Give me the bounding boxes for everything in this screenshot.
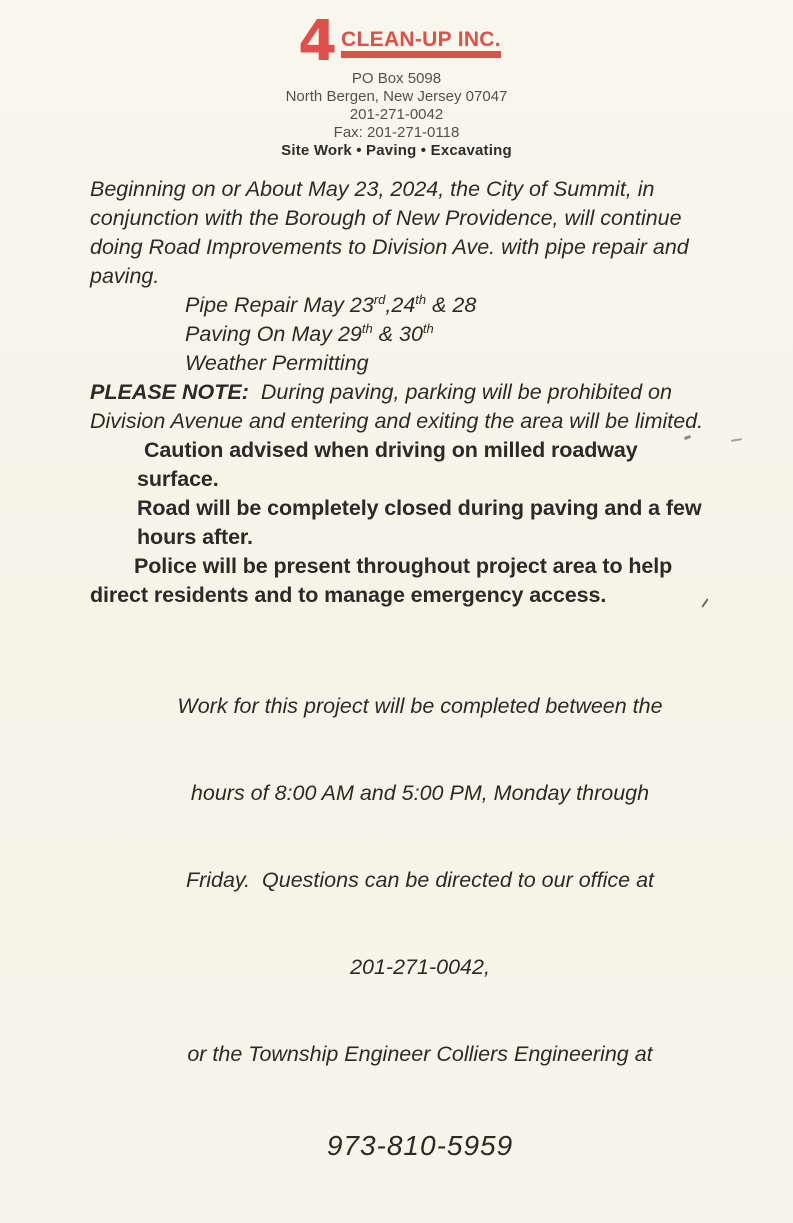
schedule-text: ,24 [385, 293, 416, 317]
ordinal-suffix: th [422, 320, 434, 336]
address-po-box: PO Box 5098 [351, 70, 442, 87]
schedule-line-paving [185, 320, 733, 349]
caution-paragraph: Caution advised when driving on milled roadway surface. [137, 438, 638, 491]
logo-underline [341, 51, 501, 58]
logo-numeral-4: 4 [298, 9, 335, 74]
schedule-line-pipe-repair [185, 291, 733, 320]
schedule-line-weather: Weather Permitting [185, 351, 369, 375]
road-closed-paragraph: Road will be completely closed during paving and a few hours after. [137, 496, 702, 549]
notice-body [0, 160, 793, 1223]
company-logo [6, 9, 793, 74]
engineer-phone-number: 973-810-5959 [326, 1130, 514, 1161]
logo-name-block [341, 20, 501, 58]
company-name: CLEAN-UP INC. [341, 28, 501, 51]
police-paragraph: Police will be present throughout project area to help direct residents and to manage emergency access. [90, 554, 673, 607]
closing-line: hours of 8:00 AM and 5:00 PM, Monday through [190, 781, 650, 805]
schedule-text: & 30 [372, 322, 423, 346]
closing-line: Friday. Questions can be directed to our office at [185, 868, 655, 892]
letterhead [0, 0, 793, 160]
schedule-text: Paving On May 29 [185, 322, 362, 346]
ordinal-suffix: th [361, 320, 373, 336]
intro-paragraph: Beginning on or About May 23, 2024, the City of Summit, in conjunction with the Borough of New Providence, will continue doing Road Improvements to Division Ave. with pipe repair and paving. [90, 177, 689, 288]
ordinal-suffix: rd [373, 291, 386, 307]
closing-line-office-phone: 201-271-0042, [350, 955, 490, 979]
please-note-text: During paving, parking will be prohibited on Division Avenue and entering and exiting the area will be limited. [90, 380, 704, 433]
phone-number: 201-271-0042 [349, 106, 444, 123]
schedule-text: Pipe Repair May 23 [185, 293, 374, 317]
schedule-text: & 28 [426, 293, 477, 317]
services-tagline: Site Work • Paving • Excavating [281, 142, 512, 159]
fax-number: Fax: 201-271-0118 [333, 124, 460, 141]
schedule-block [185, 291, 733, 378]
closing-line: Work for this project will be completed between the [177, 694, 663, 718]
closing-block [130, 634, 710, 1223]
address-city: North Bergen, New Jersey 07047 [285, 88, 508, 105]
please-note-label: PLEASE NOTE: [90, 380, 249, 404]
closing-line: or the Township Engineer Colliers Engineering at [187, 1042, 653, 1066]
please-note-paragraph [90, 378, 730, 436]
ordinal-suffix: th [415, 291, 427, 307]
